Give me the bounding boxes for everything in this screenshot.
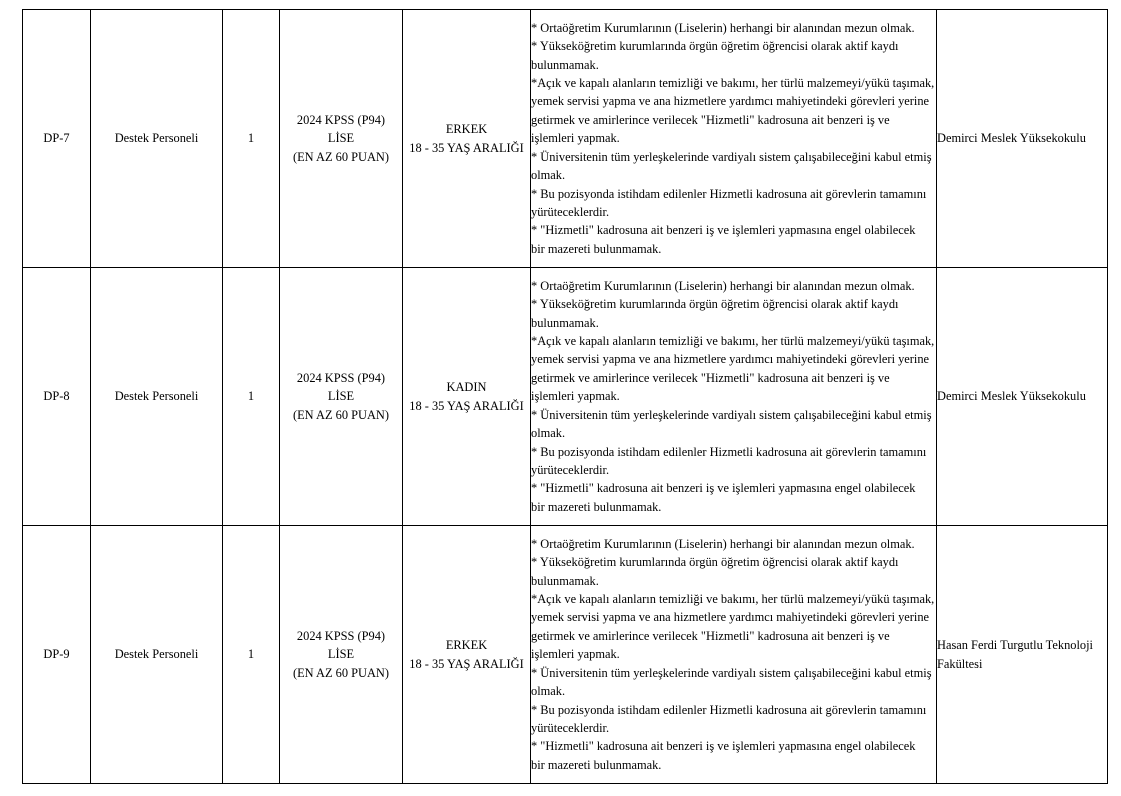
position-count: 1 bbox=[247, 389, 255, 404]
unit-cell bbox=[937, 526, 1108, 784]
gender-age-line: 18 - 35 YAŞ ARALIĞI bbox=[409, 656, 524, 671]
table-body bbox=[23, 10, 1108, 784]
qualification-line: bir mazereti bulunmamak. bbox=[531, 757, 662, 772]
exam-requirement-line: (EN AZ 60 PUAN) bbox=[292, 149, 390, 164]
qualification-line: *Açık ve kapalı alanların temizliği ve bakımı, her türlü malzemeyi/yükü taşımak, bbox=[531, 592, 935, 607]
exam-requirement-line: 2024 KPSS (P94) bbox=[296, 370, 386, 385]
position-title-cell bbox=[91, 10, 223, 268]
qualification-line: yemek servisi yapma ve ana hizmetlere yardımcı mahiyetindeki görevleri yerine bbox=[531, 94, 930, 109]
gender-age-line: ERKEK bbox=[445, 638, 488, 653]
qualification-line: * Bu pozisyonda istihdam edilenler Hizmetli kadrosuna ait görevlerin tamamını bbox=[531, 186, 927, 201]
qualification-line: yürüteceklerdir. bbox=[531, 720, 610, 735]
unit-cell bbox=[937, 268, 1108, 526]
qualification-line: *Açık ve kapalı alanların temizliği ve bakımı, her türlü malzemeyi/yükü taşımak, bbox=[531, 76, 935, 91]
unit-name: Demirci Meslek Yüksekokulu bbox=[937, 131, 1086, 146]
qualification-line: * "Hizmetli" kadrosuna ait benzeri iş ve işlemleri yapmasına engel olabilecek bbox=[531, 223, 916, 238]
table-row bbox=[23, 526, 1108, 784]
gender-age-line: KADIN bbox=[446, 380, 487, 395]
position-code: DP-7 bbox=[43, 131, 70, 146]
qualifications-cell bbox=[531, 10, 937, 268]
exam-requirement-cell bbox=[280, 526, 403, 784]
position-code: DP-8 bbox=[43, 389, 70, 404]
exam-requirement-line: 2024 KPSS (P94) bbox=[296, 112, 386, 127]
qualification-line: olmak. bbox=[531, 426, 566, 441]
qualification-line: * Üniversitenin tüm yerleşkelerinde vardiyalı sistem çalışabileceğini kabul etmiş bbox=[531, 665, 932, 680]
exam-requirement-line: 2024 KPSS (P94) bbox=[296, 628, 386, 643]
qualification-line: bir mazereti bulunmamak. bbox=[531, 241, 662, 256]
position-title-cell bbox=[91, 268, 223, 526]
qualification-line: *Açık ve kapalı alanların temizliği ve bakımı, her türlü malzemeyi/yükü taşımak, bbox=[531, 334, 935, 349]
table-row bbox=[23, 10, 1108, 268]
position-count-cell bbox=[223, 526, 280, 784]
qualification-line: yemek servisi yapma ve ana hizmetlere yardımcı mahiyetindeki görevleri yerine bbox=[531, 610, 930, 625]
qualification-line: bulunmamak. bbox=[531, 57, 599, 72]
qualification-line: * Bu pozisyonda istihdam edilenler Hizmetli kadrosuna ait görevlerin tamamını bbox=[531, 702, 927, 717]
position-code: DP-9 bbox=[43, 647, 70, 662]
qualification-line: * Yükseköğretim kurumlarında örgün öğretim öğrencisi olarak aktif kaydı bbox=[531, 555, 899, 570]
qualification-line: * Üniversitenin tüm yerleşkelerinde vardiyalı sistem çalışabileceğini kabul etmiş bbox=[531, 149, 932, 164]
position-title: Destek Personeli bbox=[114, 647, 199, 662]
exam-requirement-line: (EN AZ 60 PUAN) bbox=[292, 407, 390, 422]
qualification-line: getirmek ve amirlerince verilecek "Hizmetli" kadrosuna ait benzeri iş ve bbox=[531, 628, 890, 643]
position-count-cell bbox=[223, 10, 280, 268]
position-code-cell bbox=[23, 10, 91, 268]
positions-table bbox=[22, 9, 1108, 784]
qualifications-cell bbox=[531, 268, 937, 526]
qualification-line: getirmek ve amirlerince verilecek "Hizmetli" kadrosuna ait benzeri iş ve bbox=[531, 112, 890, 127]
table-row bbox=[23, 268, 1108, 526]
exam-requirement-line: LİSE bbox=[327, 647, 355, 662]
qualification-line: * Yükseköğretim kurumlarında örgün öğretim öğrencisi olarak aktif kaydı bbox=[531, 297, 899, 312]
position-count: 1 bbox=[247, 131, 255, 146]
qualification-line: * Bu pozisyonda istihdam edilenler Hizmetli kadrosuna ait görevlerin tamamını bbox=[531, 444, 927, 459]
gender-age-line: ERKEK bbox=[445, 122, 488, 137]
qualification-line: * "Hizmetli" kadrosuna ait benzeri iş ve işlemleri yapmasına engel olabilecek bbox=[531, 739, 916, 754]
position-count-cell bbox=[223, 268, 280, 526]
exam-requirement-line: LİSE bbox=[327, 131, 355, 146]
position-title: Destek Personeli bbox=[114, 389, 199, 404]
qualification-line: * Üniversitenin tüm yerleşkelerinde vardiyalı sistem çalışabileceğini kabul etmiş bbox=[531, 407, 932, 422]
gender-age-line: 18 - 35 YAŞ ARALIĞI bbox=[409, 140, 524, 155]
qualification-line: * "Hizmetli" kadrosuna ait benzeri iş ve işlemleri yapmasına engel olabilecek bbox=[531, 481, 916, 496]
qualification-line: işlemleri yapmak. bbox=[531, 389, 620, 404]
unit-name: Hasan Ferdi Turgutlu Teknoloji Fakültesi bbox=[937, 638, 1093, 671]
exam-requirement-line: (EN AZ 60 PUAN) bbox=[292, 665, 390, 680]
qualification-line: bulunmamak. bbox=[531, 315, 599, 330]
qualification-line: işlemleri yapmak. bbox=[531, 647, 620, 662]
qualification-line: yürüteceklerdir. bbox=[531, 204, 610, 219]
exam-requirement-cell bbox=[280, 10, 403, 268]
qualifications-cell bbox=[531, 526, 937, 784]
unit-cell bbox=[937, 10, 1108, 268]
exam-requirement-line: LİSE bbox=[327, 389, 355, 404]
gender-age-cell bbox=[403, 268, 531, 526]
position-code-cell bbox=[23, 526, 91, 784]
exam-requirement-cell bbox=[280, 268, 403, 526]
gender-age-line: 18 - 35 YAŞ ARALIĞI bbox=[409, 398, 524, 413]
position-title: Destek Personeli bbox=[114, 131, 199, 146]
gender-age-cell bbox=[403, 10, 531, 268]
qualification-line: işlemleri yapmak. bbox=[531, 131, 620, 146]
qualification-line: * Ortaöğretim Kurumlarının (Liselerin) herhangi bir alanından mezun olmak. bbox=[531, 536, 915, 551]
position-title-cell bbox=[91, 526, 223, 784]
qualification-line: getirmek ve amirlerince verilecek "Hizmetli" kadrosuna ait benzeri iş ve bbox=[531, 370, 890, 385]
qualification-line: yürüteceklerdir. bbox=[531, 462, 610, 477]
qualification-line: bir mazereti bulunmamak. bbox=[531, 499, 662, 514]
qualification-line: olmak. bbox=[531, 684, 566, 699]
qualification-line: bulunmamak. bbox=[531, 573, 599, 588]
gender-age-cell bbox=[403, 526, 531, 784]
unit-name: Demirci Meslek Yüksekokulu bbox=[937, 389, 1086, 404]
qualification-line: * Ortaöğretim Kurumlarının (Liselerin) herhangi bir alanından mezun olmak. bbox=[531, 278, 915, 293]
qualification-line: * Yükseköğretim kurumlarında örgün öğretim öğrencisi olarak aktif kaydı bbox=[531, 39, 899, 54]
qualification-line: * Ortaöğretim Kurumlarının (Liselerin) herhangi bir alanından mezun olmak. bbox=[531, 20, 915, 35]
qualification-line: yemek servisi yapma ve ana hizmetlere yardımcı mahiyetindeki görevleri yerine bbox=[531, 352, 930, 367]
position-code-cell bbox=[23, 268, 91, 526]
qualification-line: olmak. bbox=[531, 168, 566, 183]
position-count: 1 bbox=[247, 647, 255, 662]
